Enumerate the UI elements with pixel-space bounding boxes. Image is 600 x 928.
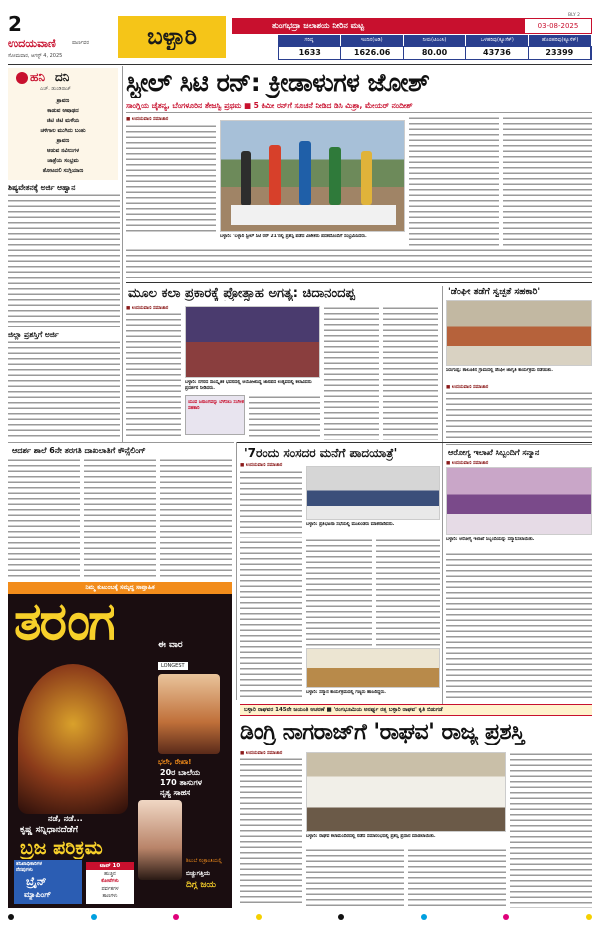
- ad-nade: ನಡೆ, ನಡೆ...: [48, 814, 83, 823]
- story2-col4: [383, 306, 438, 440]
- story2-headline: ಮೂಲ ಕಲಾ ಪ್ರಕಾರಕ್ಕೆ ಪ್ರೋತ್ಸಾಹ ಅಗತ್ಯ: ಚಿದಾನಂದಪ್ಪ: [128, 286, 355, 301]
- ad-feat2: 170 ತಾಸುಗಳ: [160, 778, 203, 787]
- story2-col1: [126, 312, 181, 440]
- taranga-ad[interactable]: [8, 582, 232, 908]
- story2-col3: [324, 306, 379, 440]
- poem-line: ತೋಟದಲಿ ಸುಗ್ಗಿಯಾಣ: [42, 168, 84, 174]
- poem-line: ಶ್ರಾವಣ: [56, 98, 70, 104]
- story4-caption-2: ಬಳ್ಳಾರಿ: ಸನ್ಮಾನ ಕಾರ್ಯಕ್ರಮದಲ್ಲಿ ಗಣ್ಯರು ಹಾಜರಿದ್ದರು.: [306, 690, 386, 695]
- page-number: 2: [8, 12, 22, 36]
- edition-title: ಬಳ್ಳಾರಿ: [147, 24, 197, 50]
- page-code: BLY 2: [568, 13, 581, 18]
- ad-krishna: ಕೃಷ್ಣ ಸನ್ನಿಧಾನದೆಡೆಗೆ: [20, 825, 79, 835]
- ad-deity-image: [18, 664, 128, 814]
- dam-value-cell: 23399: [529, 47, 591, 59]
- story4-col1: [240, 470, 302, 538]
- poem-line: ಶ್ರಾವಣ: [56, 138, 70, 144]
- left-story-2-text: [8, 340, 120, 440]
- left-story-1-text: [8, 193, 120, 323]
- dani-title: ದನಿ: [55, 70, 70, 84]
- paper-tag: ಪಾರ್ಣವರ: [72, 40, 89, 46]
- dam-header-row: [278, 35, 592, 46]
- poem-lines: [8, 96, 118, 176]
- masthead-left: [8, 10, 118, 62]
- story2-byline: ■ ಉದಯವಾಣಿ ಸಮಾಚಾರ: [126, 306, 169, 311]
- story3-caption: ಸಿರುಗುಪ್ಪ: ತಾಲೂಕಿನ ಗ್ರಾಮದಲ್ಲಿ ಡೆಂಘೀ ಜಾಗೃತಿ ಕಾರ್ಯಕ್ರಮ ನಡೆಯಿತು.: [446, 368, 553, 373]
- hani-title: ಹನಿ: [30, 70, 45, 84]
- story2-quote-box: [185, 395, 245, 435]
- poem-line: ಜಿಟಿ ಜಿಟಿ ಮಳೆಯ: [46, 118, 80, 124]
- poem-line: ಆಡುವ ನವಿಲುಗಳ: [46, 148, 80, 154]
- poem-line: ಜಾತ್ರೆಯ ಸಂಭ್ರಮ: [47, 158, 79, 164]
- ad-longest: LONGEST: [158, 662, 188, 670]
- lead-bottom-text: [126, 248, 592, 278]
- dam-level-table: [232, 18, 592, 62]
- story6-col2: [306, 848, 404, 908]
- story5-byline: ■ ಉದಯವಾಣಿ ಸಮಾಚಾರ: [446, 461, 489, 466]
- ad-braja: ಬ್ರಜ ಪರಿಕ್ರಮ: [20, 837, 103, 859]
- story3-text: [446, 391, 592, 441]
- story3-byline: ■ ಉದಯವಾಣಿ ಸಮಾಚಾರ: [446, 385, 489, 390]
- poem-line: ಕಾಡುವ ಆಷಾಢದ: [47, 108, 79, 114]
- lead-photo-caption: ಬಳ್ಳಾರಿ: 'ಬಳ್ಳಾರಿ ಸ್ಟೀಲ್ ಸಿಟಿ ರನ್ 21'ನಲ್ಲಿ ಪ್ರಶಸ್ತಿ ಪಡೆದ ವಿಜೇತರು ಪದಕದೊಂದಿಗೆ ಸಂಭ್ರಮಿಸಿದರು.: [220, 234, 367, 239]
- story4-byline: ■ ಉದಯವಾಣಿ ಸಮಾಚಾರ: [240, 463, 283, 468]
- lead-subhead: ಸಾಂಗ್ಲಿಯ ಚೈತನ್ಯ, ಬೆಂಗಳೂರಿನ ತೇಜಸ್ವಿ ಪ್ರಥಮ ■ 5 ಕಿಮೀ ರನ್‌ಗೆ ಸೂಚನೆ ನೀಡಿದ ಡಿಸಿ ಮಿಶ್ರಾ, ಮೇಯರ್ ನಂದೀಶ್: [126, 101, 413, 110]
- story4-col1b: [240, 540, 302, 700]
- hani-dani-box: [8, 68, 118, 180]
- story6-col1: [240, 757, 302, 907]
- lead-byline: ■ ಉದಯವಾಣಿ ಸಮಾಚಾರ: [126, 117, 169, 122]
- dam-title: ತುಂಗಭದ್ರಾ ಜಲಾಶಯ ನೀರಿನ ಮಟ್ಟ: [232, 18, 524, 34]
- left-story-3-col1: [8, 458, 80, 578]
- lead-photo-winners: [220, 120, 405, 232]
- story2-col2b: [249, 395, 320, 440]
- dam-header-cell: ಹೊರಹರಿವು(ಕ್ಯೂಸೆಕ್): [529, 35, 592, 46]
- story3-headline: 'ಡೆಂಘೀ ತಡೆಗೆ ಸ್ವಚ್ಛತೆ ಸಹಕಾರಿ': [448, 287, 541, 297]
- dam-value-cell: 1633: [279, 47, 341, 59]
- ad-dancer-image: [158, 674, 220, 754]
- story6-byline: ■ ಉದಯವಾಣಿ ಸಮಾಚಾರ: [240, 751, 283, 756]
- left-story-3-headline: ಆದರ್ಶ ಶಾಲೆ 6ನೇ ತರಗತಿ ದಾಖಲಾತಿಗೆ ಕೌನ್ಸೆಲಿಂಗ್: [12, 446, 146, 455]
- story6-caption: ಬಳ್ಳಾರಿ: ರಾಘವ ಕಲಾಮಂದಿರದಲ್ಲಿ ನಡೆದ ಸಮಾರಂಭದಲ್ಲಿ ಪ್ರಶಸ್ತಿ ಪ್ರದಾನ ಮಾಡಲಾಯಿತು.: [306, 834, 436, 839]
- dam-header-cell: ಗರಿಷ್ಠ: [278, 35, 341, 46]
- ad-box-brain: ತನಿಖಾಧಿಕಾರಿಗಳ ನೆನಪುಗಳು ಬ್ರೈನ್ ಮ್ಯಾಪಿಂಗ್: [14, 860, 82, 904]
- ad-woman-image: [138, 800, 182, 880]
- story6-col3: [408, 848, 506, 908]
- ad-feat1: 20ರ ಬಾಲೆಯ: [160, 768, 201, 777]
- dam-header-cell: ಇಂದಿನ(ಅಡಿ): [341, 35, 404, 46]
- ad-subtitle: ಈ ವಾರ: [158, 640, 183, 650]
- story2-quote: ಯುವ ಜನಾಂಗವನ್ನು ಬೆಳೆಸಲು ಸಂಗೀತ ಸಹಕಾರಿ: [188, 400, 244, 411]
- ad-box-top10: ಟಾಪ್ 10 ಹುಚ್ಚಿನ ಕೋಟೆಗಳು ಪರ್ವತಗಳ ತಾಣಗಳು: [86, 862, 134, 904]
- poem-line: ಚಳಿಗಾಲ ಮುಗಿದು ಬಂತು: [40, 128, 86, 134]
- dam-header-cell: ನೀರು(ಟಿಎಂಸಿ): [404, 35, 467, 46]
- left-story-3-col3: [160, 458, 232, 578]
- story5-text: [446, 552, 592, 702]
- story3-photo: [446, 300, 592, 366]
- dam-value-cell: 80.00: [404, 47, 466, 59]
- left-story-2-headline: ಜಿಲ್ಲಾ ಪ್ರಶಸ್ತಿಗೆ ಅರ್ಜಿ: [8, 330, 59, 339]
- story6-photo: [306, 752, 506, 832]
- ticker-strip: ಬಳ್ಳಾರಿ ರಾಘವರ 145ನೇ ಜಯಂತಿ ಆಚರಣೆ ■ 'ರಂಗಭೂಮಿಯ ಅನರ್ಘ್ಯ ರತ್ನ ಬಳ್ಳಾರಿ ರಾಘವ' ಕೃತಿ ಬಿಡುಗಡೆ: [240, 704, 592, 716]
- story2-photo: [185, 306, 320, 378]
- drop-icon: [16, 72, 28, 84]
- left-story-1-headline: ಶಿಷ್ಯವೇತನಕ್ಕೆ ಅರ್ಜಿ ಆಹ್ವಾನ: [8, 183, 76, 192]
- story6-headline: ಡಿಂಗ್ರಿ ನಾಗರಾಜ್‌ಗೆ 'ರಾಘವ' ರಾಜ್ಯ ಪ್ರಶಸ್ತಿ: [240, 720, 525, 745]
- story4-caption-1: ಬಳ್ಳಾರಿ: ಪ್ರತಿಭಟನಾ ಸಭೆಯಲ್ಲಿ ಮುಖಂಡರು ಮಾತನಾಡಿದರು.: [306, 522, 395, 527]
- story4-headline: '7ರಂದು ಸಂಸದರ ಮನೆಗೆ ಪಾದಯಾತ್ರೆ': [244, 446, 398, 460]
- lead-col1: [126, 124, 216, 234]
- story5-caption: ಬಳ್ಳಾರಿ: ಆರೋಗ್ಯ ಇಲಾಖೆ ಸಿಬ್ಬಂದಿಯನ್ನು ಸನ್ಮಾನಿಸಲಾಯಿತು.: [446, 537, 535, 542]
- story5-photo: [446, 467, 592, 535]
- ad-title: ತರಂಗ: [14, 592, 115, 652]
- ad-side3: ದಿಗ್ಗ ಜಯ: [186, 880, 217, 890]
- story4-col3: [376, 538, 440, 646]
- dam-header-cell: ಒಳಹರಿವು(ಕ್ಯೂಸೆಕ್): [466, 35, 529, 46]
- lead-col3: [409, 116, 499, 246]
- print-registration-marks: [8, 914, 592, 920]
- dam-value-cell: 43736: [466, 47, 528, 59]
- ad-feat3: ನೃತ್ಯ ಸಾಹಸ: [160, 788, 191, 797]
- left-story-3-col2: [84, 458, 156, 578]
- story4-photo-1: [306, 466, 440, 520]
- dam-date: 03-08-2025: [524, 18, 592, 34]
- story4-col2: [306, 538, 372, 646]
- story5-headline: ಆರೋಗ್ಯ ಇಲಾಖೆ ಸಿಬ್ಬಂದಿಗೆ ಸನ್ಮಾನ: [448, 448, 540, 457]
- edition-box: [118, 16, 226, 58]
- dam-value-cell: 1626.06: [341, 47, 403, 59]
- paper-name: ಉದಯವಾಣಿ: [8, 37, 56, 50]
- lead-headline: ಸ್ಟೀಲ್ ಸಿಟಿ ರನ್: ಕ್ರೀಡಾಳುಗಳ ಜೋಶ್: [126, 68, 430, 97]
- ad-side2: ಬಿಚ್ಚುಗತ್ತಿಯ: [186, 870, 210, 877]
- story6-col4: [510, 752, 592, 908]
- ad-side1: ಶಿಲುಬೆ ಸಂಕ್ರಾಂತಿಯಲ್ಲಿ: [186, 858, 222, 864]
- dam-value-row: [278, 46, 592, 60]
- poem-author: ಎಚ್. ಡುಂಡಿರಾಜ್: [40, 86, 71, 92]
- story4-photo-2: [306, 648, 440, 688]
- story2-caption: ಬಳ್ಳಾರಿ: ನಗರದ ಸಾಂಸ್ಕೃತಿಕ ಭವನದಲ್ಲಿ ಆಯೋಜಿಸಿದ್ದ ಜಾನಪದ ಉತ್ಸವದಲ್ಲಿ ಕಲಾವಿದರು ಪ್ರದರ್ಶನ ನೀಡಿದರು.: [185, 380, 312, 391]
- date-line: ಸೋಮವಾರ, ಆಗಸ್ಟ್ 4, 2025: [8, 53, 63, 59]
- ad-callout: ಭಲೇ, ರೇಖಾ!: [158, 758, 192, 766]
- ad-tagline: ನಿಮ್ಮ ಕುಟುಂಬಕ್ಕೆ ಸಮೃದ್ಧ ಸಾಪ್ತಾಹಿಕ: [8, 582, 232, 594]
- lead-col4: [503, 116, 592, 246]
